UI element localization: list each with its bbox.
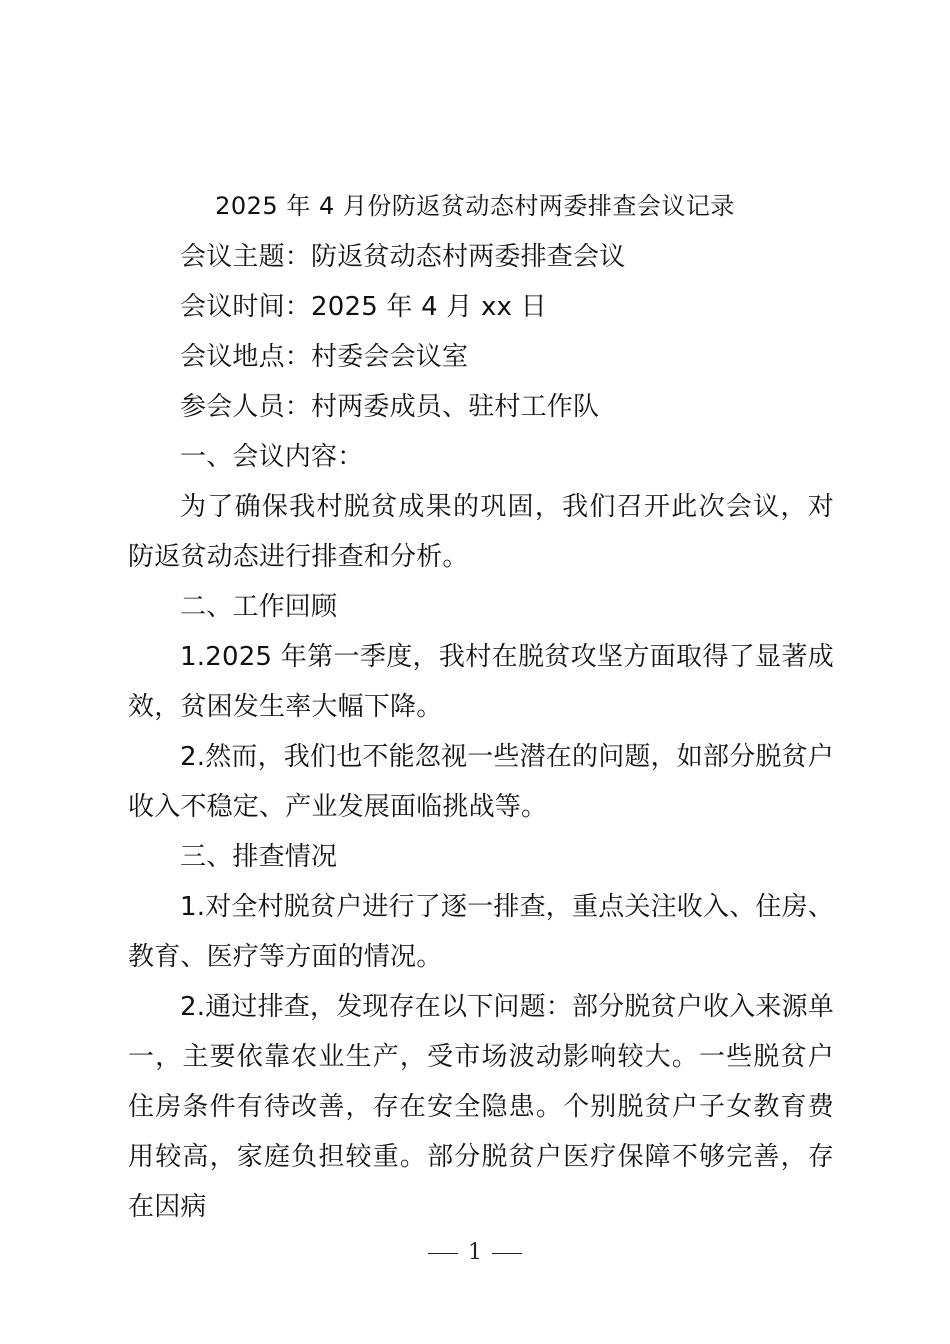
page-number: 1	[468, 1240, 482, 1265]
document-body	[128, 232, 834, 1232]
page-footer	[0, 1236, 950, 1270]
paragraph: 为了确保我村脱贫成果的巩固，我们召开此次会议，对防返贫动态进行排查和分析。	[128, 492, 834, 572]
meeting-time: 会议时间：2025 年 4 月 xx 日	[180, 292, 547, 322]
meeting-topic: 会议主题：防返贫动态村两委排查会议	[180, 242, 626, 272]
section-heading-2: 二、工作回顾	[180, 592, 338, 622]
document-title: 2025 年 4 月份防返贫动态村两委排查会议记录	[215, 192, 735, 220]
meeting-location: 会议地点：村委会会议室	[180, 342, 469, 372]
paragraph: 2.然而，我们也不能忽视一些潜在的问题，如部分脱贫户收入不稳定、产业发展面临挑战等。	[128, 742, 835, 822]
meeting-attendees: 参会人员：村两委成员、驻村工作队	[180, 392, 600, 422]
footer-dash-left	[428, 1253, 458, 1254]
paragraph: 1.对全村脱贫户进行了逐一排查，重点关注收入、住房、教育、医疗等方面的情况。	[128, 892, 835, 972]
paragraph: 2.通过排查，发现存在以下问题：部分脱贫户收入来源单一，主要依靠农业生产，受市场波动影响较大。一些脱贫户住房条件有待改善，存在安全隐患。个别脱贫户子女教育费用较高，家庭负担较重。部分脱贫户医疗保障不够完善，存在因病	[128, 992, 835, 1222]
paragraph: 1.2025 年第一季度，我村在脱贫攻坚方面取得了显著成效，贫困发生率大幅下降。	[128, 642, 834, 722]
section-heading-1: 一、会议内容：	[180, 442, 364, 472]
footer-dash-right	[492, 1253, 522, 1254]
section-heading-3: 三、排查情况	[180, 842, 338, 872]
